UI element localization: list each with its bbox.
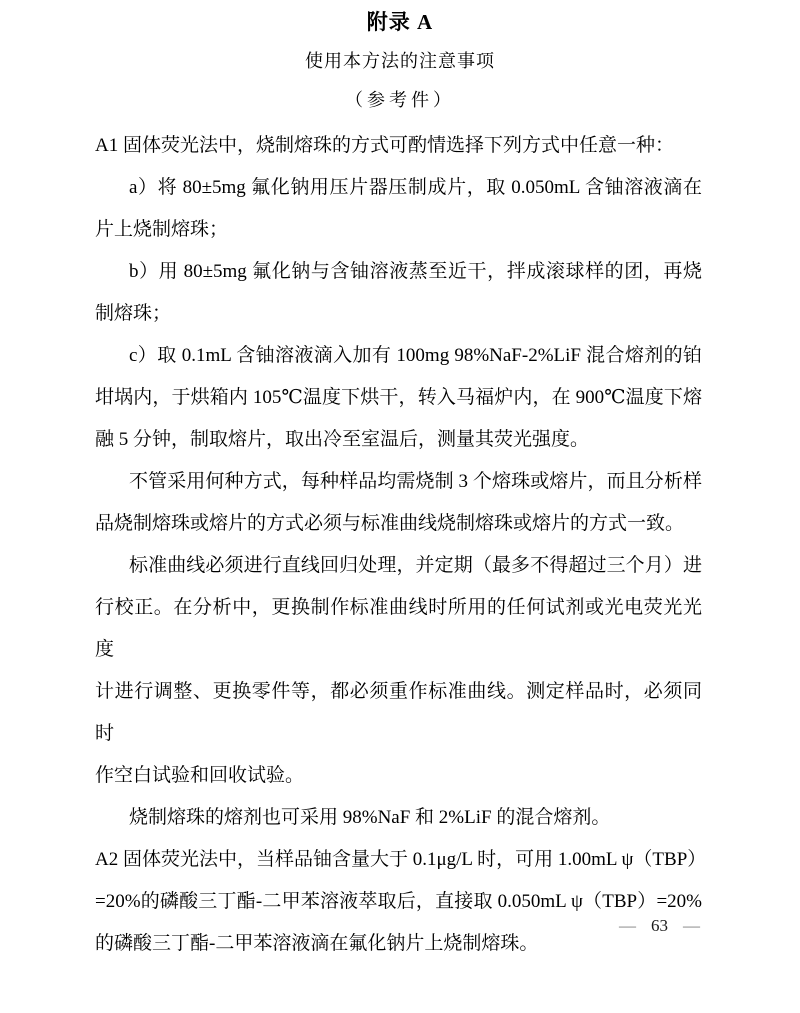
text-line-6: c）取 0.1mL 含铀溶液滴入加有 100mg 98%NaF-2%LiF 混合熔剂的铂 xyxy=(129,345,702,366)
text-line-9: 不管采用何种方式，每种样品均需烧制 3 个熔珠或熔片，而且分析样 xyxy=(129,471,702,492)
text-line-17: =20%的磷酸三丁酯-二甲苯溶液萃取后，直接取 0.050mL ψ（TBP）=20% xyxy=(95,891,702,912)
text-line-7: 坩埚内，于烘箱内 105℃温度下烘干，转入马福炉内，在 900℃温度下熔 xyxy=(95,387,702,408)
text-line-15: 烧制熔珠的熔剂也可采用 98%NaF 和 2%LiF 的混合熔剂。 xyxy=(129,807,611,828)
document-body xyxy=(0,125,800,965)
text-line-5: 制熔珠； xyxy=(95,303,172,324)
text-line-4: b）用 80±5mg 氟化钠与含铀溶液蒸至近干，拌成滚球样的团，再烧 xyxy=(129,261,702,282)
text-line-11: 标准曲线必须进行直线回归处理，并定期（最多不得超过三个月）进 xyxy=(129,555,702,576)
page-number: 63 xyxy=(651,916,668,935)
text-line-8: 融 5 分钟，制取熔片，取出冷至室温后，测量其荧光强度。 xyxy=(95,429,590,450)
appendix-subtitle: 使用本方法的注意事项 xyxy=(305,51,495,71)
text-line-14: 作空白试验和回收试验。 xyxy=(95,765,305,786)
text-line-1: A1 固体荧光法中，烧制熔珠的方式可酌情选择下列方式中任意一种： xyxy=(95,135,674,156)
footer-dash-right: — xyxy=(683,916,700,935)
footer-dash-left: — xyxy=(619,916,636,935)
document-header xyxy=(0,0,800,120)
text-line-16: A2 固体荧光法中，当样品铀含量大于 0.1μg/L 时，可用 1.00mL ψ（TBP） xyxy=(95,849,707,870)
text-line-12: 行校正。在分析中，更换制作标准曲线时所用的任何试剂或光电荧光光度 xyxy=(95,597,702,660)
text-line-2: a）将 80±5mg 氟化钠用压片器压制成片，取 0.050mL 含铀溶液滴在 xyxy=(129,177,702,198)
appendix-title: 附录 A xyxy=(366,10,434,34)
text-line-18: 的磷酸三丁酯-二甲苯溶液滴在氟化钠片上烧制熔珠。 xyxy=(95,933,539,954)
text-line-3: 片上烧制熔珠； xyxy=(95,219,229,240)
reference-note: （参考件） xyxy=(345,90,455,110)
page-footer xyxy=(619,914,700,938)
text-line-13: 计进行调整、更换零件等，都必须重作标准曲线。测定样品时，必须同时 xyxy=(95,681,702,744)
text-line-10: 品烧制熔珠或熔片的方式必须与标准曲线烧制熔珠或熔片的方式一致。 xyxy=(95,513,685,534)
